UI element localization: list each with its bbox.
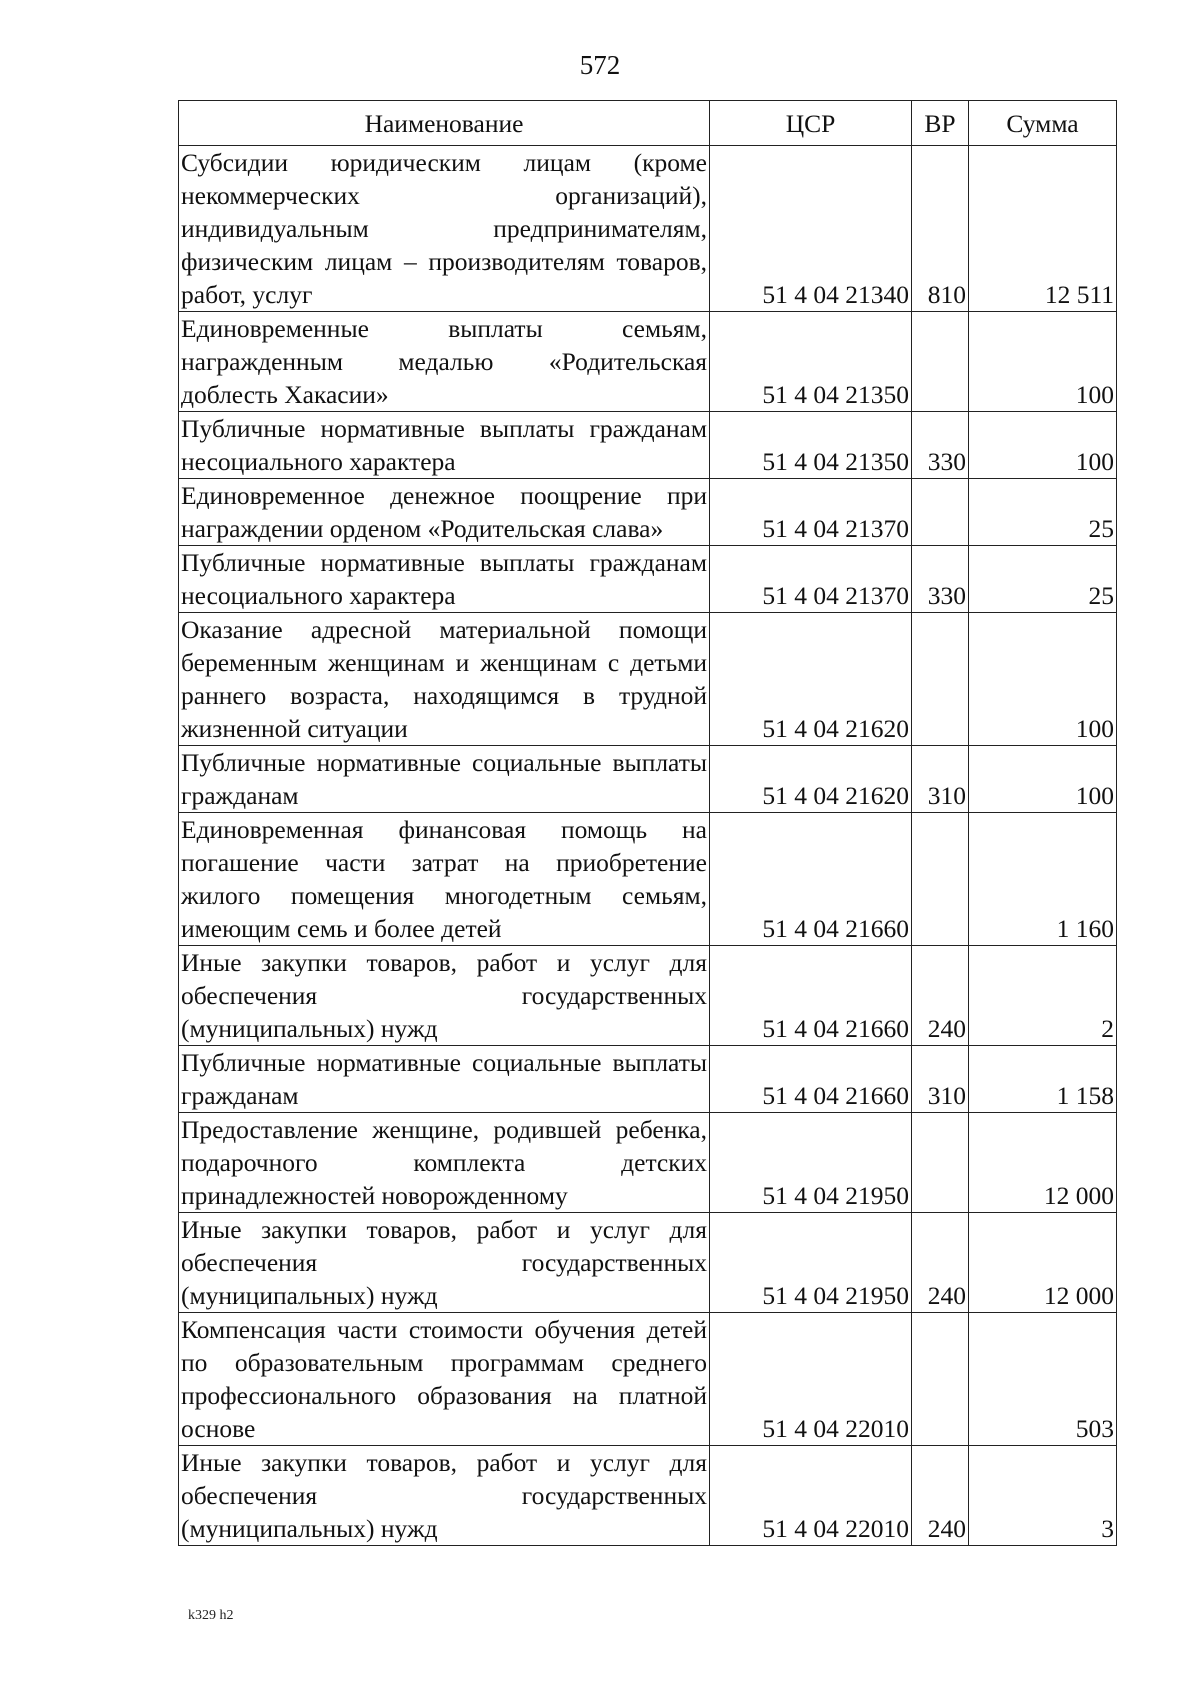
row-csr: 51 4 04 21340 bbox=[710, 146, 912, 312]
row-vr: 330 bbox=[912, 412, 969, 479]
row-name: Публичные нормативные социальные выплаты гражданам bbox=[179, 1046, 710, 1113]
row-name: Субсидии юридическим лицам (кроме некоммерческих организаций), индивидуальным предпринимателям, физическим лицам – производителям товаров, работ, услуг bbox=[179, 146, 710, 312]
table-row bbox=[179, 813, 1117, 946]
row-vr: 810 bbox=[912, 146, 969, 312]
row-sum: 25 bbox=[969, 546, 1117, 613]
row-csr: 51 4 04 21350 bbox=[710, 412, 912, 479]
row-vr: 240 bbox=[912, 946, 969, 1046]
header-name: Наименование bbox=[179, 101, 710, 146]
row-vr bbox=[912, 1313, 969, 1446]
row-csr: 51 4 04 21370 bbox=[710, 546, 912, 613]
row-csr: 51 4 04 22010 bbox=[710, 1313, 912, 1446]
row-sum: 25 bbox=[969, 479, 1117, 546]
table-row bbox=[179, 746, 1117, 813]
table-header-row bbox=[179, 101, 1117, 146]
row-vr bbox=[912, 312, 969, 412]
row-csr: 51 4 04 21620 bbox=[710, 746, 912, 813]
row-sum: 2 bbox=[969, 946, 1117, 1046]
row-csr: 51 4 04 21620 bbox=[710, 613, 912, 746]
table-row bbox=[179, 479, 1117, 546]
table-row bbox=[179, 1446, 1117, 1546]
row-name: Публичные нормативные социальные выплаты гражданам bbox=[179, 746, 710, 813]
table-row bbox=[179, 1113, 1117, 1213]
row-csr: 51 4 04 21950 bbox=[710, 1113, 912, 1213]
row-csr: 51 4 04 21350 bbox=[710, 312, 912, 412]
row-vr: 330 bbox=[912, 546, 969, 613]
row-sum: 503 bbox=[969, 1313, 1117, 1446]
row-sum: 100 bbox=[969, 412, 1117, 479]
table-row bbox=[179, 613, 1117, 746]
row-name: Единовременное денежное поощрение при награждении орденом «Родительская слава» bbox=[179, 479, 710, 546]
table-row bbox=[179, 1213, 1117, 1313]
row-vr bbox=[912, 813, 969, 946]
row-sum: 1 158 bbox=[969, 1046, 1117, 1113]
row-name: Иные закупки товаров, работ и услуг для обеспечения государственных (муниципальных) нужд bbox=[179, 946, 710, 1046]
row-vr bbox=[912, 613, 969, 746]
table-row bbox=[179, 412, 1117, 479]
row-csr: 51 4 04 21660 bbox=[710, 813, 912, 946]
row-sum: 1 160 bbox=[969, 813, 1117, 946]
row-sum: 12 000 bbox=[969, 1113, 1117, 1213]
row-vr: 310 bbox=[912, 1046, 969, 1113]
row-csr: 51 4 04 21950 bbox=[710, 1213, 912, 1313]
row-vr: 310 bbox=[912, 746, 969, 813]
row-vr: 240 bbox=[912, 1446, 969, 1546]
row-name: Оказание адресной материальной помощи беременным женщинам и женщинам с детьми раннего возраста, находящимся в трудной жизненной ситуации bbox=[179, 613, 710, 746]
table-row bbox=[179, 946, 1117, 1046]
row-name: Иные закупки товаров, работ и услуг для обеспечения государственных (муниципальных) нужд bbox=[179, 1213, 710, 1313]
page-number: 572 bbox=[579, 50, 621, 80]
table-row bbox=[179, 146, 1117, 312]
table-row bbox=[179, 1046, 1117, 1113]
row-csr: 51 4 04 21660 bbox=[710, 1046, 912, 1113]
row-name: Единовременная финансовая помощь на погашение части затрат на приобретение жилого помещения многодетным семьям, имеющим семь и более детей bbox=[179, 813, 710, 946]
footer-code: k329 h2 bbox=[188, 1608, 234, 1623]
row-name: Публичные нормативные выплаты гражданам несоциального характера bbox=[179, 412, 710, 479]
header-vr: ВР bbox=[912, 101, 969, 146]
row-csr: 51 4 04 21370 bbox=[710, 479, 912, 546]
row-sum: 12 511 bbox=[969, 146, 1117, 312]
budget-table bbox=[178, 100, 1117, 1546]
row-name: Публичные нормативные выплаты гражданам несоциального характера bbox=[179, 546, 710, 613]
header-csr: ЦСР bbox=[710, 101, 912, 146]
row-name: Иные закупки товаров, работ и услуг для обеспечения государственных (муниципальных) нужд bbox=[179, 1446, 710, 1546]
row-sum: 100 bbox=[969, 746, 1117, 813]
row-vr bbox=[912, 1113, 969, 1213]
row-name: Единовременные выплаты семьям, награжденным медалью «Родительская доблесть Хакасии» bbox=[179, 312, 710, 412]
row-name: Компенсация части стоимости обучения детей по образовательным программам среднего профессионального образования на платной основе bbox=[179, 1313, 710, 1446]
table-row bbox=[179, 546, 1117, 613]
row-sum: 100 bbox=[969, 312, 1117, 412]
table-row bbox=[179, 312, 1117, 412]
row-csr: 51 4 04 22010 bbox=[710, 1446, 912, 1546]
header-sum: Сумма bbox=[969, 101, 1117, 146]
row-csr: 51 4 04 21660 bbox=[710, 946, 912, 1046]
row-vr: 240 bbox=[912, 1213, 969, 1313]
row-name: Предоставление женщине, родившей ребенка, подарочного комплекта детских принадлежностей новорожденному bbox=[179, 1113, 710, 1213]
table-row bbox=[179, 1313, 1117, 1446]
row-sum: 12 000 bbox=[969, 1213, 1117, 1313]
row-sum: 3 bbox=[969, 1446, 1117, 1546]
row-sum: 100 bbox=[969, 613, 1117, 746]
row-vr bbox=[912, 479, 969, 546]
